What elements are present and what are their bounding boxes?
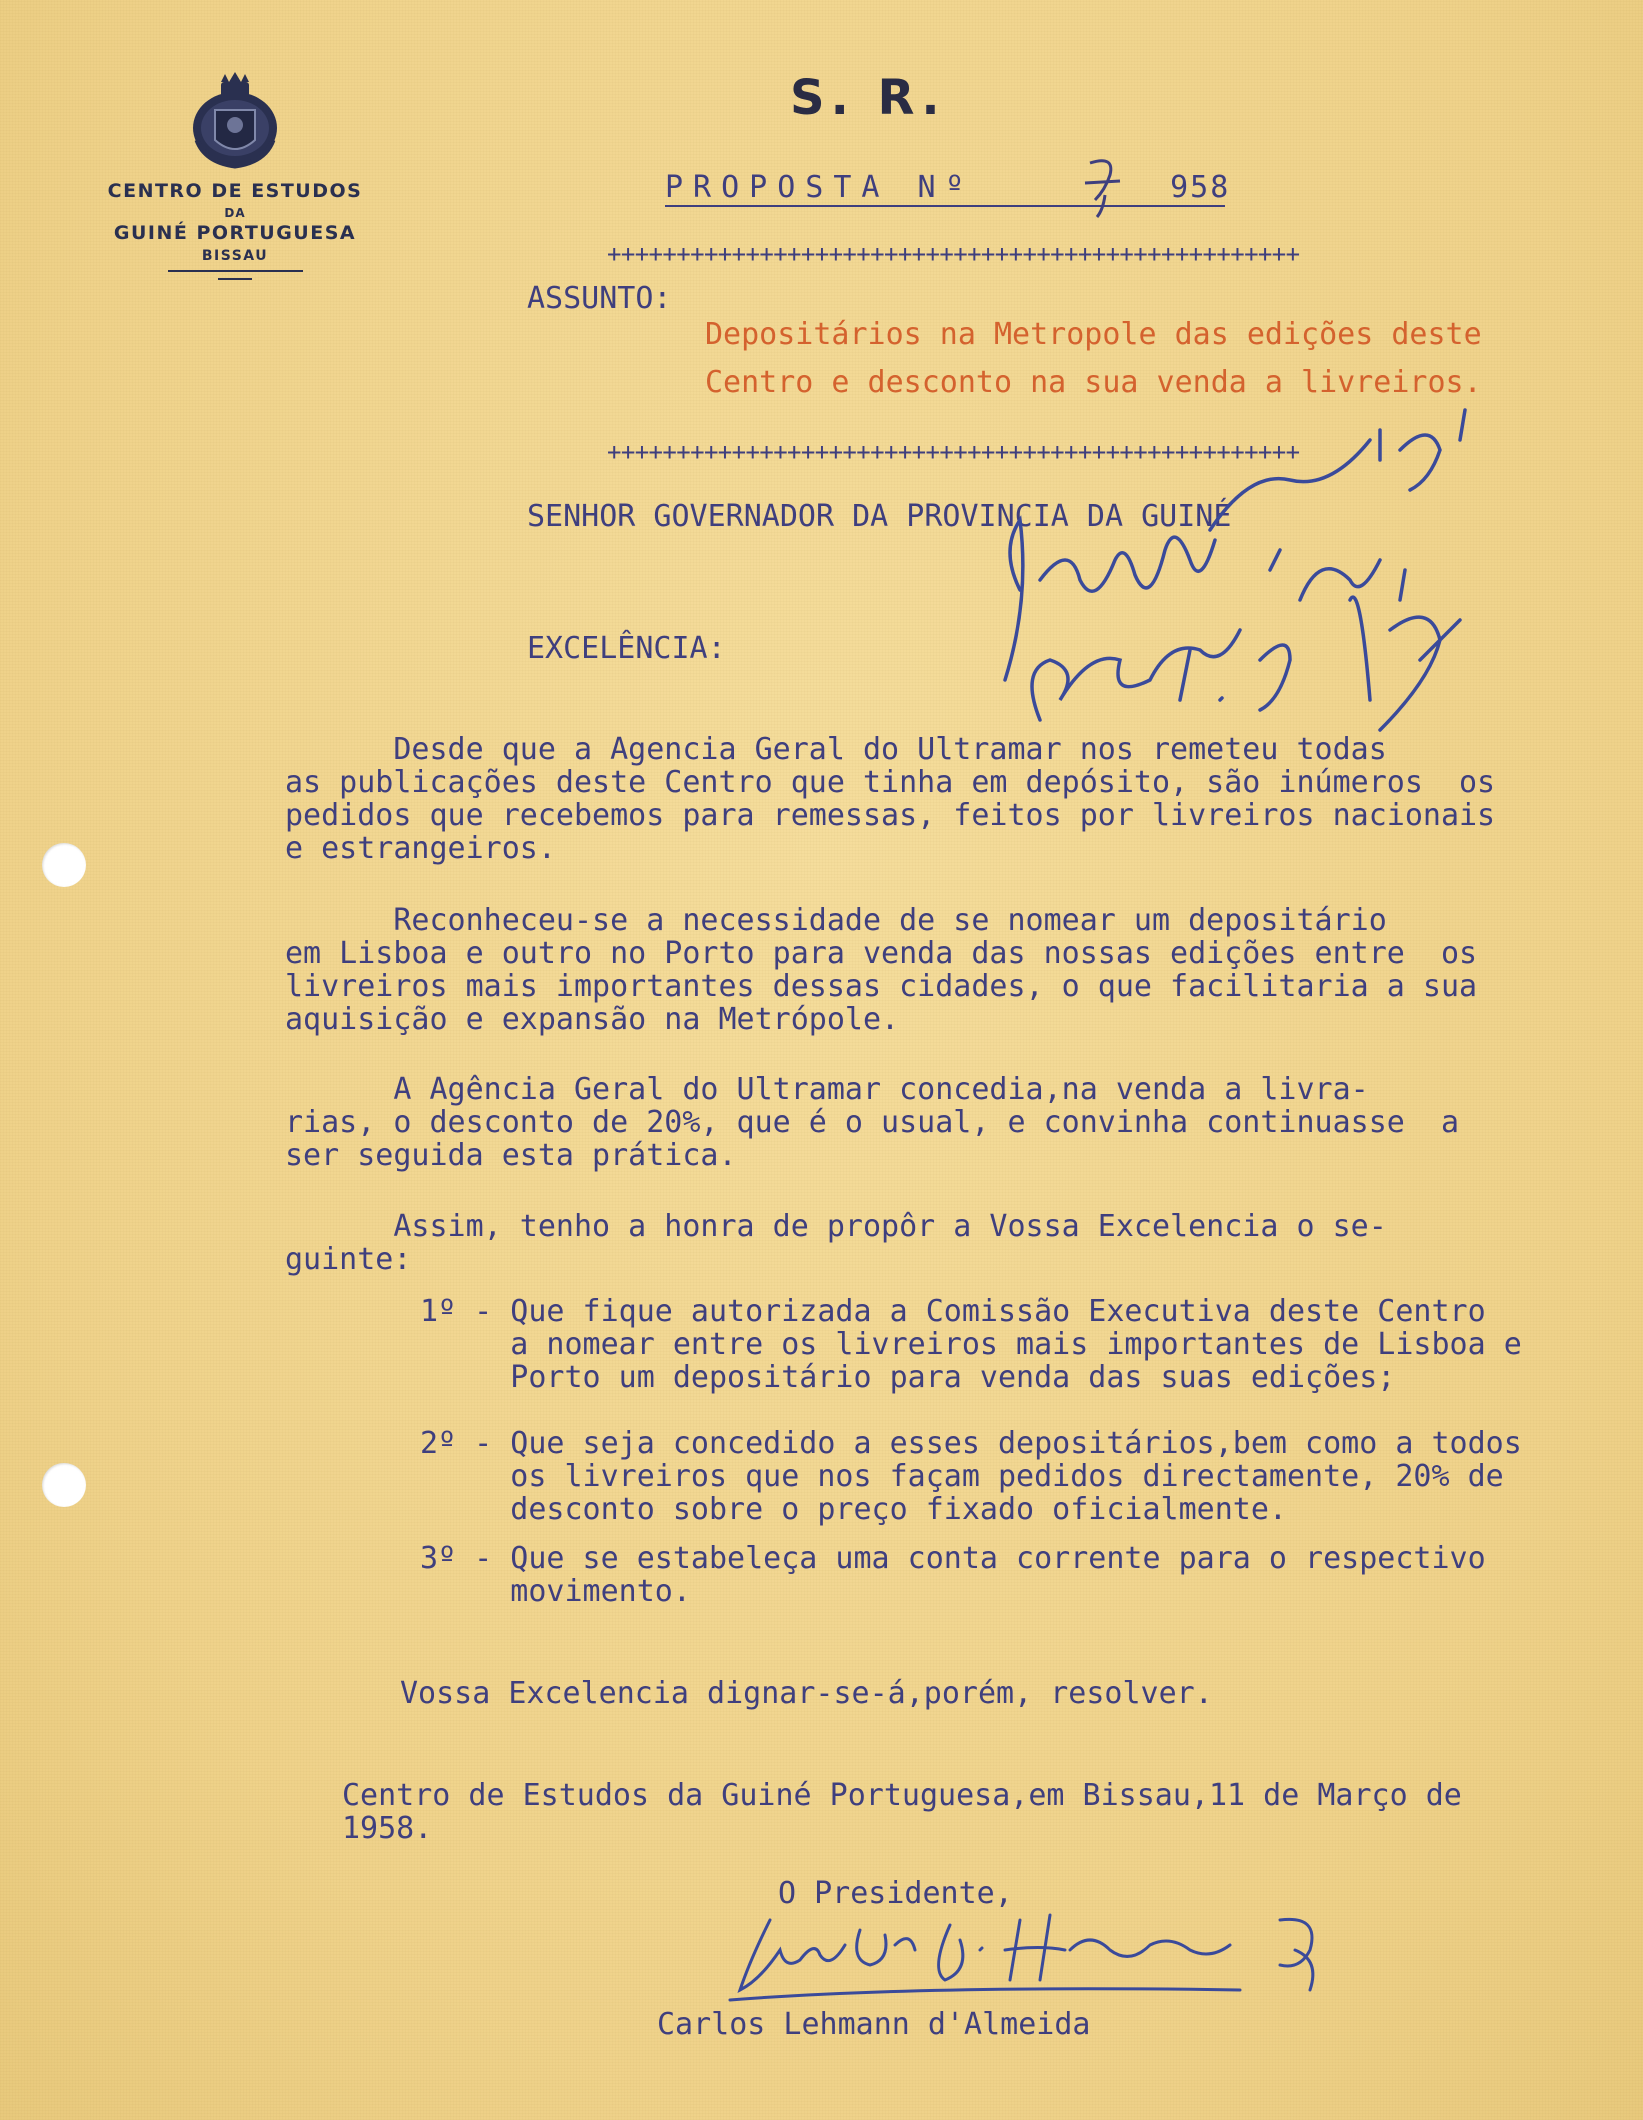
separator-bottom: ++++++++++++++++++++++++++++++++++++++++++++++++++ xyxy=(607,438,1300,466)
paragraph-1: Desde que a Agencia Geral do Ultramar nos remeteu todas as publicações deste Centro que tinha em depósito, são inúmeros os pedidos que recebemos para remessas, feitos por livreiros nacionais e estrangeiros. xyxy=(285,732,1496,866)
paragraph-3: A Agência Geral do Ultramar concedia,na venda a livra- rias, o desconto de 20%, que é o usual, e convinha continuasse a ser seguida esta prática. xyxy=(285,1072,1459,1173)
assunto-label: ASSUNTO: xyxy=(527,281,672,316)
list-item-1: 1º - Que fique autorizada a Comissão Executiva deste Centro a nomear entre os livreiros mais importantes de Lisboa e Porto um depositário para venda das suas edições; xyxy=(420,1294,1522,1395)
paragraph-2: Reconheceu-se a necessidade de se nomear um depositário em Lisboa e outro no Porto para venda das nossas edições entre os livreiros mais importantes dessas cidades, o que facilitaria a sua aquisição e expansão na Metrópole. xyxy=(285,903,1478,1037)
handwritten-number-mark xyxy=(1075,155,1135,225)
paragraph-4: Assim, tenho a honra de propôr a Vossa Excelencia o se- guinte: xyxy=(285,1209,1387,1277)
letterhead-rule-short xyxy=(218,278,252,280)
proposta-underline xyxy=(665,205,1225,207)
punch-hole-top xyxy=(42,843,86,887)
proposta-label: PROPOSTA Nº xyxy=(665,170,974,205)
handwritten-annotation xyxy=(960,400,1520,740)
proposta-title xyxy=(665,170,1230,205)
assunto-line-1: Depositários na Metropole das edições deste xyxy=(705,317,1482,352)
letterhead-line-4: BISSAU xyxy=(201,248,269,264)
assunto-line-2: Centro e desconto na sua venda a livreiros. xyxy=(705,365,1482,400)
salutation: EXCELÊNCIA: xyxy=(527,631,726,666)
closing-line: Vossa Excelencia dignar-se-á,porém, resolver. xyxy=(400,1676,1213,1711)
signature xyxy=(720,1890,1340,2010)
letterhead-line-2: DA xyxy=(224,206,246,220)
letterhead-line-1: CENTRO DE ESTUDOS xyxy=(107,180,363,202)
signoff: O Presidente, xyxy=(778,1876,1013,1911)
addressee: SENHOR GOVERNADOR DA PROVINCIA DA GUINÉ xyxy=(527,499,1232,534)
punch-hole-bottom xyxy=(42,1463,86,1507)
list-item-3: 3º - Que se estabeleça uma conta corrente para o respectivo movimento. xyxy=(420,1541,1486,1609)
signatory-name: Carlos Lehmann d'Almeida xyxy=(657,2007,1091,2042)
letterhead-rule xyxy=(168,270,303,272)
separator-top: ++++++++++++++++++++++++++++++++++++++++++++++++++ xyxy=(607,240,1300,268)
proposta-number: 958 xyxy=(1170,170,1231,205)
coat-of-arms-icon xyxy=(185,70,285,170)
list-item-2: 2º - Que seja concedido a esses depositários,bem como a todos os livreiros que nos façam pedidos directamente, 20% de desconto sobre o preço fixado oficialmente. xyxy=(420,1426,1522,1527)
sr-heading: S. R. xyxy=(790,70,946,126)
place-date: Centro de Estudos da Guiné Portuguesa,em Bissau,11 de Março de 1958. xyxy=(342,1778,1462,1846)
letterhead-line-3: GUINÉ PORTUGUESA xyxy=(113,222,357,244)
letterhead xyxy=(70,70,400,280)
